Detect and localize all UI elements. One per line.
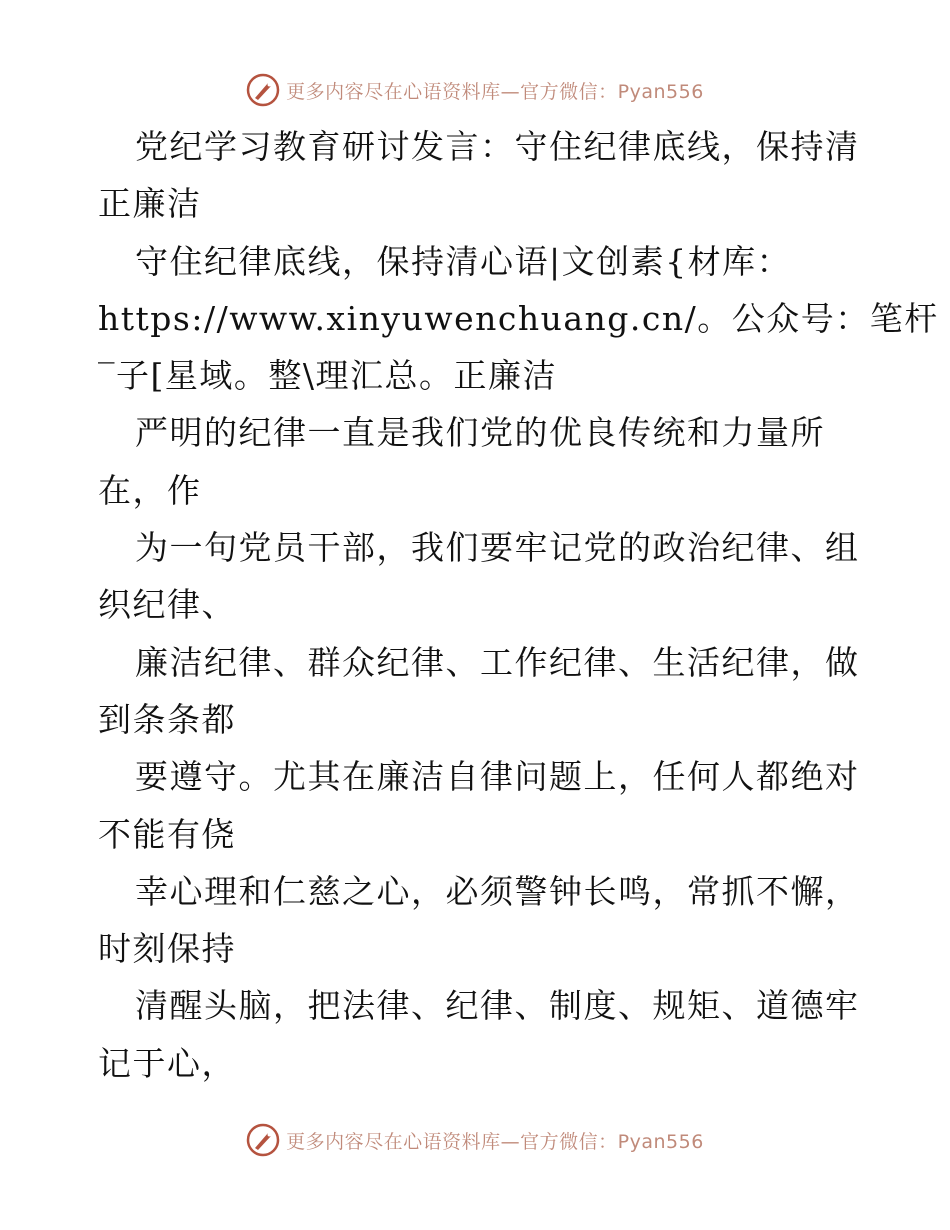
pen-nib-logo-icon: [246, 1123, 280, 1157]
document-body: [98, 118, 939, 1092]
pen-nib-logo-icon: [246, 73, 280, 107]
watermark-footer: [0, 1120, 950, 1160]
title-line: 党纪学习教育研讨发言：守住纪律底线，保持清: [135, 127, 860, 166]
paragraph-line: 要遵守。尤其在廉洁自律问题上，任何人都绝对: [135, 757, 860, 797]
paragraph-line: 织纪律、: [98, 585, 236, 625]
watermark-header: [0, 70, 950, 110]
paragraph-line: https://www.xinyuwenchuang.cn/。公众号：笔杆: [98, 298, 939, 338]
paragraph-line: 记于心，: [98, 1043, 236, 1083]
title-line: 正廉洁: [98, 184, 202, 224]
watermark-text: 更多内容尽在心语资料库—官方微信：Pyan556: [286, 1130, 704, 1153]
paragraph-line: 廉洁纪律、群众纪律、工作纪律、生活纪律，做: [135, 642, 860, 682]
paragraph-line: 为一句党员干部，我们要牢记党的政治纪律、组: [135, 528, 860, 568]
paragraph-line: 到条条都: [98, 699, 236, 739]
paragraph-line: ‾子[星域。整\理汇总。正廉洁: [98, 356, 557, 396]
paragraph-line: 清醒头脑，把法律、纪律、制度、规矩、道德牢: [135, 986, 860, 1026]
paragraph-line: 严明的纪律一直是我们党的优良传统和力量所: [135, 413, 825, 453]
paragraph-line: 不能有侥: [98, 814, 236, 854]
watermark-text: 更多内容尽在心语资料库—官方微信：Pyan556: [286, 80, 704, 103]
paragraph-line: 幸心理和仁慈之心，必须警钟长鸣，常抓不懈，: [135, 871, 860, 911]
paragraph-line: 守住纪律底线，保持清心语|文创素{材库：: [135, 241, 792, 281]
paragraph-line: 时刻保持: [98, 929, 236, 969]
paragraph-line: 在，作: [98, 470, 202, 510]
